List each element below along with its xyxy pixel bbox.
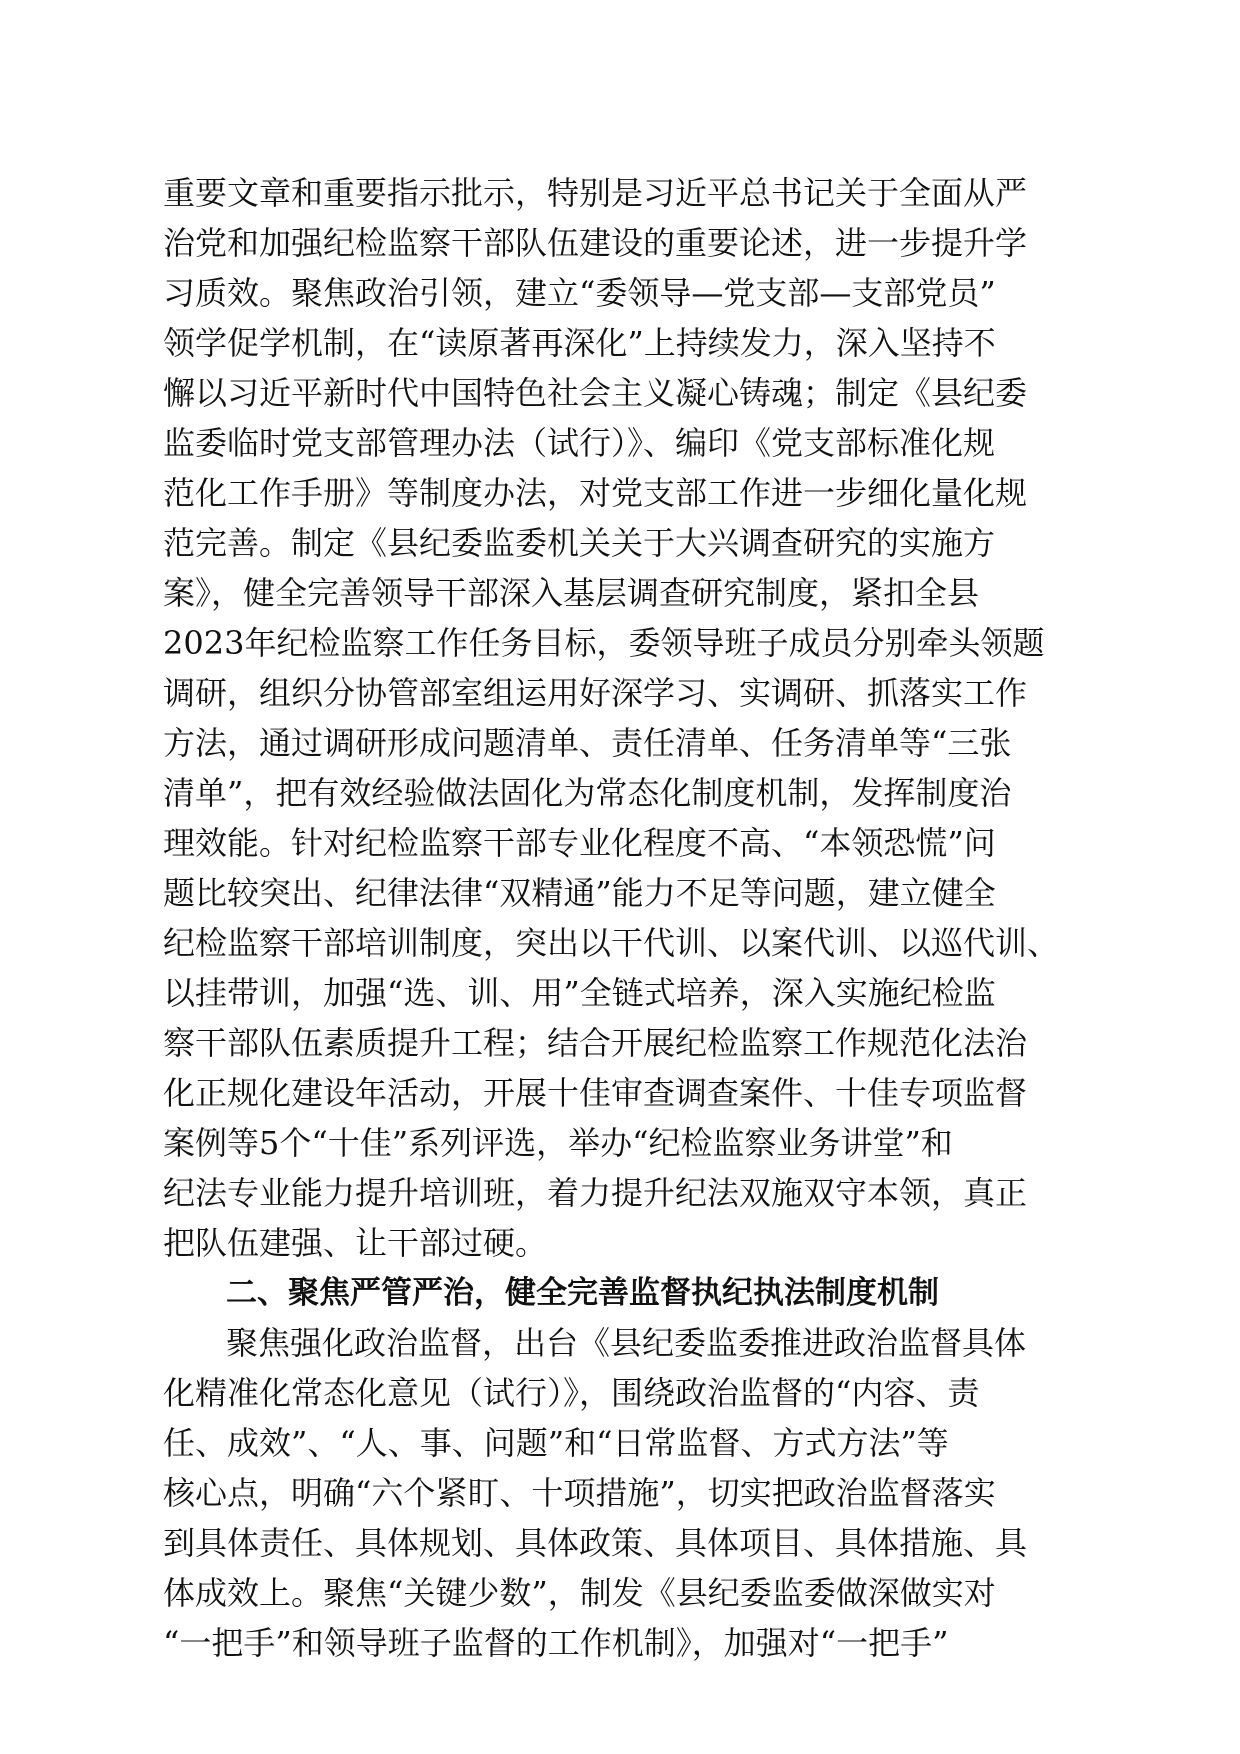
text-line: 到具体责任、具体规划、具体政策、具体项目、具体措施、具 [163, 1524, 1028, 1562]
text-line: 懈以习近平新时代中国特色社会主义凝心铸魂；制定《县纪委 [163, 374, 1028, 412]
text-line: 领学促学机制，在“读原著再深化”上持续发力，深入坚持不 [163, 324, 996, 362]
text-line: 体成效上。聚焦“关键少数”，制发《县纪委监委做深做实对 [163, 1574, 996, 1612]
text-line: 治党和加强纪检监察干部队伍建设的重要论述，进一步提升学 [163, 224, 1028, 262]
text-line: 重要文章和重要指示批示，特别是习近平总书记关于全面从严 [163, 174, 1028, 212]
text-line: 理效能。针对纪检监察干部专业化程度不高、“本领恐慌”问 [163, 824, 996, 862]
text-line: 调研，组织分协管部室组运用好深学习、实调研、抓落实工作 [163, 674, 1028, 712]
text-line: 任、成效”、“人、事、问题”和“日常监督、方式方法”等 [163, 1424, 949, 1462]
text-line: 范完善。制定《县纪委监委机关关于大兴调查研究的实施方 [163, 524, 996, 562]
text-line: 2023年纪检监察工作任务目标，委领导班子成员分别牵头领题 [163, 624, 1045, 662]
text-line: 把队伍建强、让干部过硬。 [163, 1224, 548, 1262]
text-line: “一把手”和领导班子监督的工作机制》，加强对“一把手” [163, 1624, 949, 1662]
text-line: 案》，健全完善领导干部深入基层调查研究制度，紧扣全县 [163, 574, 980, 612]
text-line: 纪法专业能力提升培训班，着力提升纪法双施双守本领，真正 [163, 1174, 1028, 1212]
text-line: 习质效。聚焦政治引领，建立“委领导—党支部—支部党员” [163, 274, 996, 312]
text-line: 案例等5个“十佳”系列评选，举办“纪检监察业务讲堂”和 [163, 1124, 953, 1162]
text-line: 化精准化常态化意见（试行）》，围绕政治监督的“内容、责 [163, 1374, 980, 1412]
text-line: 监委临时党支部管理办法（试行）》、编印《党支部标准化规 [163, 424, 996, 462]
text-line: 范化工作手册》等制度办法，对党支部工作进一步细化量化规 [163, 474, 1028, 512]
text-line: 方法，通过调研形成问题清单、责任清单、任务清单等“三张 [163, 724, 1012, 762]
text-line: 化正规化建设年活动，开展十佳审查调查案件、十佳专项监督 [163, 1074, 1028, 1112]
text-line: 核心点，明确“六个紧盯、十项措施”，切实把政治监督落实 [163, 1474, 996, 1512]
section-heading: 二、聚焦严管严治，健全完善监督执纪执法制度机制 [226, 1275, 939, 1311]
text-line: 察干部队伍素质提升工程；结合开展纪检监察工作规范化法治 [163, 1024, 1028, 1062]
text-line: 纪检监察干部培训制度，突出以干代训、以案代训、以巡代训、 [163, 924, 1060, 962]
text-line: 清单”，把有效经验做法固化为常态化制度机制，发挥制度治 [163, 774, 1012, 812]
text-line: 聚焦强化政治监督，出台《县纪委监委推进政治监督具体 [226, 1324, 1027, 1362]
text-line: 题比较突出、纪律法律“双精通”能力不足等问题，建立健全 [163, 874, 996, 912]
text-line: 以挂带训，加强“选、训、用”全链式培养，深入实施纪检监 [163, 974, 996, 1012]
